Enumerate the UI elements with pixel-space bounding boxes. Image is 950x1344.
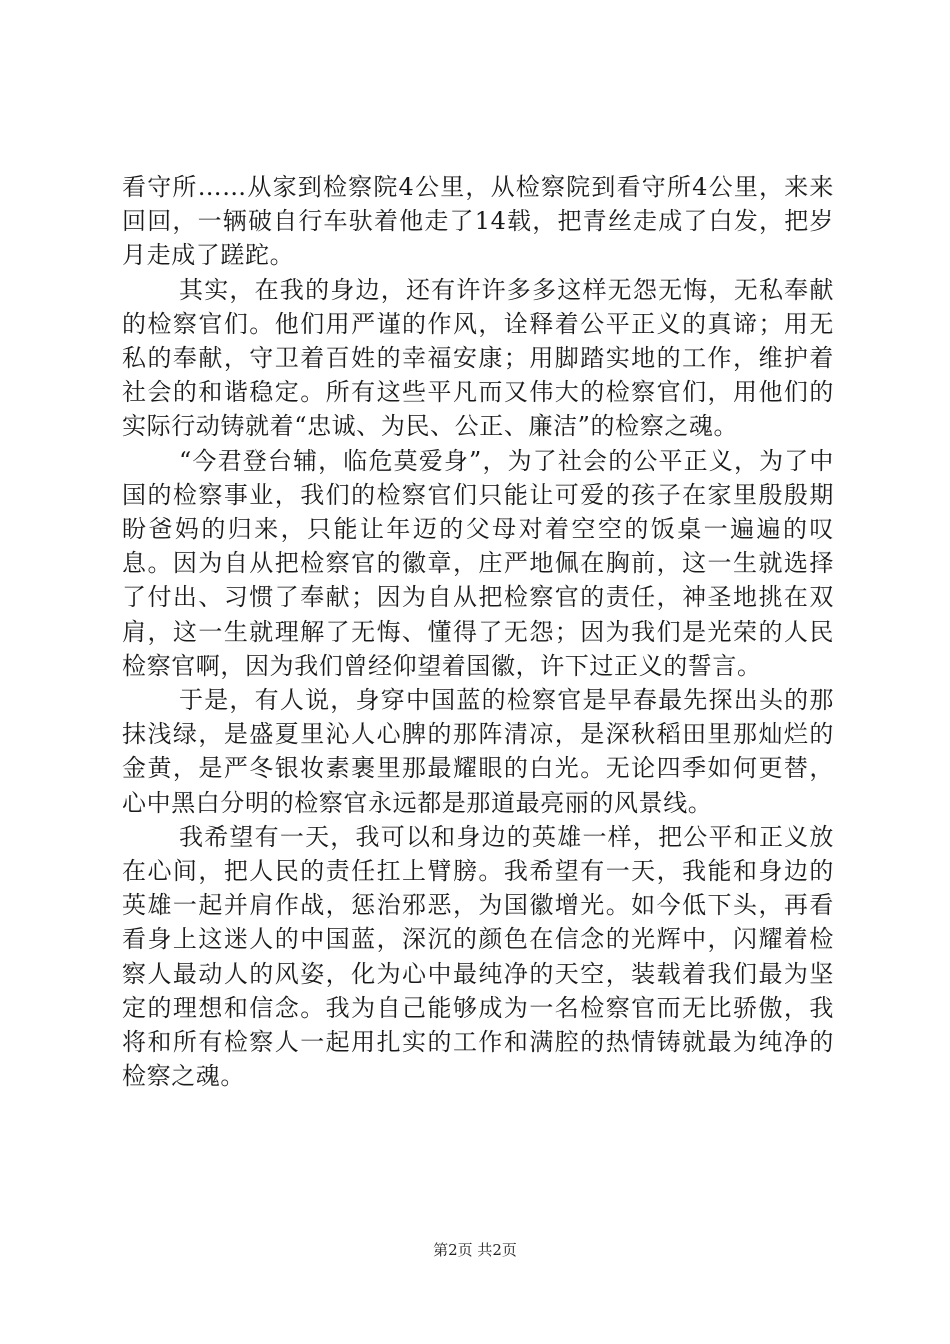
paragraph-3: “今君登台辅，临危莫爱身”，为了社会的公平正义，为了中国的检察事业，我们的检察官们只能让可爱的孩子在家里殷殷期盼爸妈的归来，只能让年迈的父母对着空空的饭桌一遍遍的叹息。因为自从把检察官的徽章，庄严地佩在胸前，这一生就选择了付出、习惯了奉献；因为自从把检察官的责任，神圣地挑在双肩，这一生就理解了无悔、懂得了无怨；因为我们是光荣的人民检察官啊，因为我们曾经仰望着国徽，许下过正义的誓言。 [122, 446, 834, 680]
paragraph-1: 看守所……从家到检察院4公里，从检察院到看守所4公里，来来回回，一辆破自行车驮着他走了14载，把青丝走成了白发，把岁月走成了蹉跎。 [122, 173, 834, 270]
paragraph-4: 于是，有人说，身穿中国蓝的检察官是早春最先探出头的那抹浅绿，是盛夏里沁人心脾的那阵清凉，是深秋稻田里那灿烂的金黄，是严冬银妆素裹里那最耀眼的白光。无论四季如何更替，心中黑白分明的检察官永远都是那道最亮丽的风景线。 [122, 686, 834, 817]
paragraph-5: 我希望有一天，我可以和身边的英雄一样，把公平和正义放在心间，把人民的责任扛上臂膀。我希望有一天，我能和身边的英雄一起并肩作战，惩治邪恶，为国徽增光。如今低下头，再看看身上这迷人的中国蓝，深沉的颜色在信念的光辉中，闪耀着检察人最动人的风姿，化为心中最纯净的天空，装载着我们最为坚定的理想和信念。我为自己能够成为一名检察官而无比骄傲，我将和所有检察人一起用扎实的工作和满腔的热情铸就最为纯净的检察之魂。 [122, 822, 834, 1091]
paragraph-2: 其实，在我的身边，还有许许多多这样无怨无悔，无私奉献的检察官们。他们用严谨的作风，诠释着公平正义的真谛；用无私的奉献，守卫着百姓的幸福安康；用脚踏实地的工作，维护着社会的和谐稳定。所有这些平凡而又伟大的检察官们，用他们的实际行动铸就着“忠诚、为民、公正、廉洁”的检察之魂。 [122, 275, 834, 441]
document-body [122, 170, 834, 1093]
page-footer: 第2页 共2页 [433, 1241, 517, 1259]
